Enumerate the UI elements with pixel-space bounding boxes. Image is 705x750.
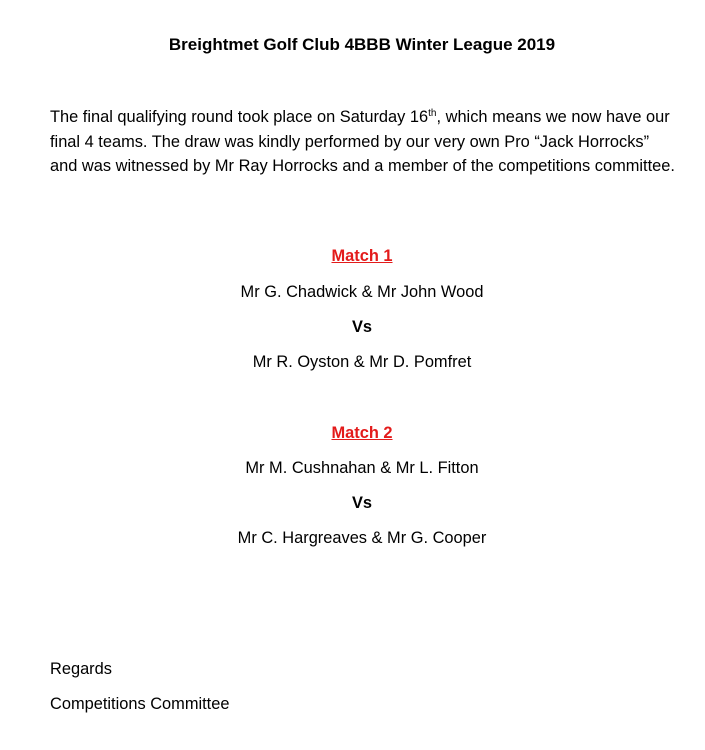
match-2-heading: Match 2 — [331, 424, 393, 442]
closing-signature: Competitions Committee — [50, 695, 230, 713]
match-1-block-heading — [0, 244, 705, 268]
date-ordinal-suffix: th — [428, 108, 437, 119]
closing-regards: Regards — [50, 660, 112, 678]
match-1-team-a: Mr G. Chadwick & Mr John Wood — [240, 283, 484, 301]
match-2-block-heading — [0, 421, 705, 445]
match-1-heading: Match 1 — [331, 247, 393, 265]
document-title: Breightmet Golf Club 4BBB Winter League 2019 — [168, 35, 556, 54]
match-2-vs: Vs — [351, 494, 373, 512]
match-2-team-a: Mr M. Cushnahan & Mr L. Fitton — [245, 459, 479, 477]
intro-paragraph — [50, 105, 680, 179]
intro-text-rest: , which means we now have our final 4 teams. The draw was kindly performed by our very own Pro “Jack Horrocks” and was witnessed by Mr Ray Horrocks and a member of the competitions committee. — [50, 108, 675, 175]
intro-text-start: The final qualifying round took place on Saturday 16 — [50, 108, 429, 126]
match-1-team-b: Mr R. Oyston & Mr D. Pomfret — [252, 353, 472, 371]
match-1-vs: Vs — [351, 318, 373, 336]
match-2-team-b: Mr C. Hargreaves & Mr G. Cooper — [237, 529, 487, 547]
